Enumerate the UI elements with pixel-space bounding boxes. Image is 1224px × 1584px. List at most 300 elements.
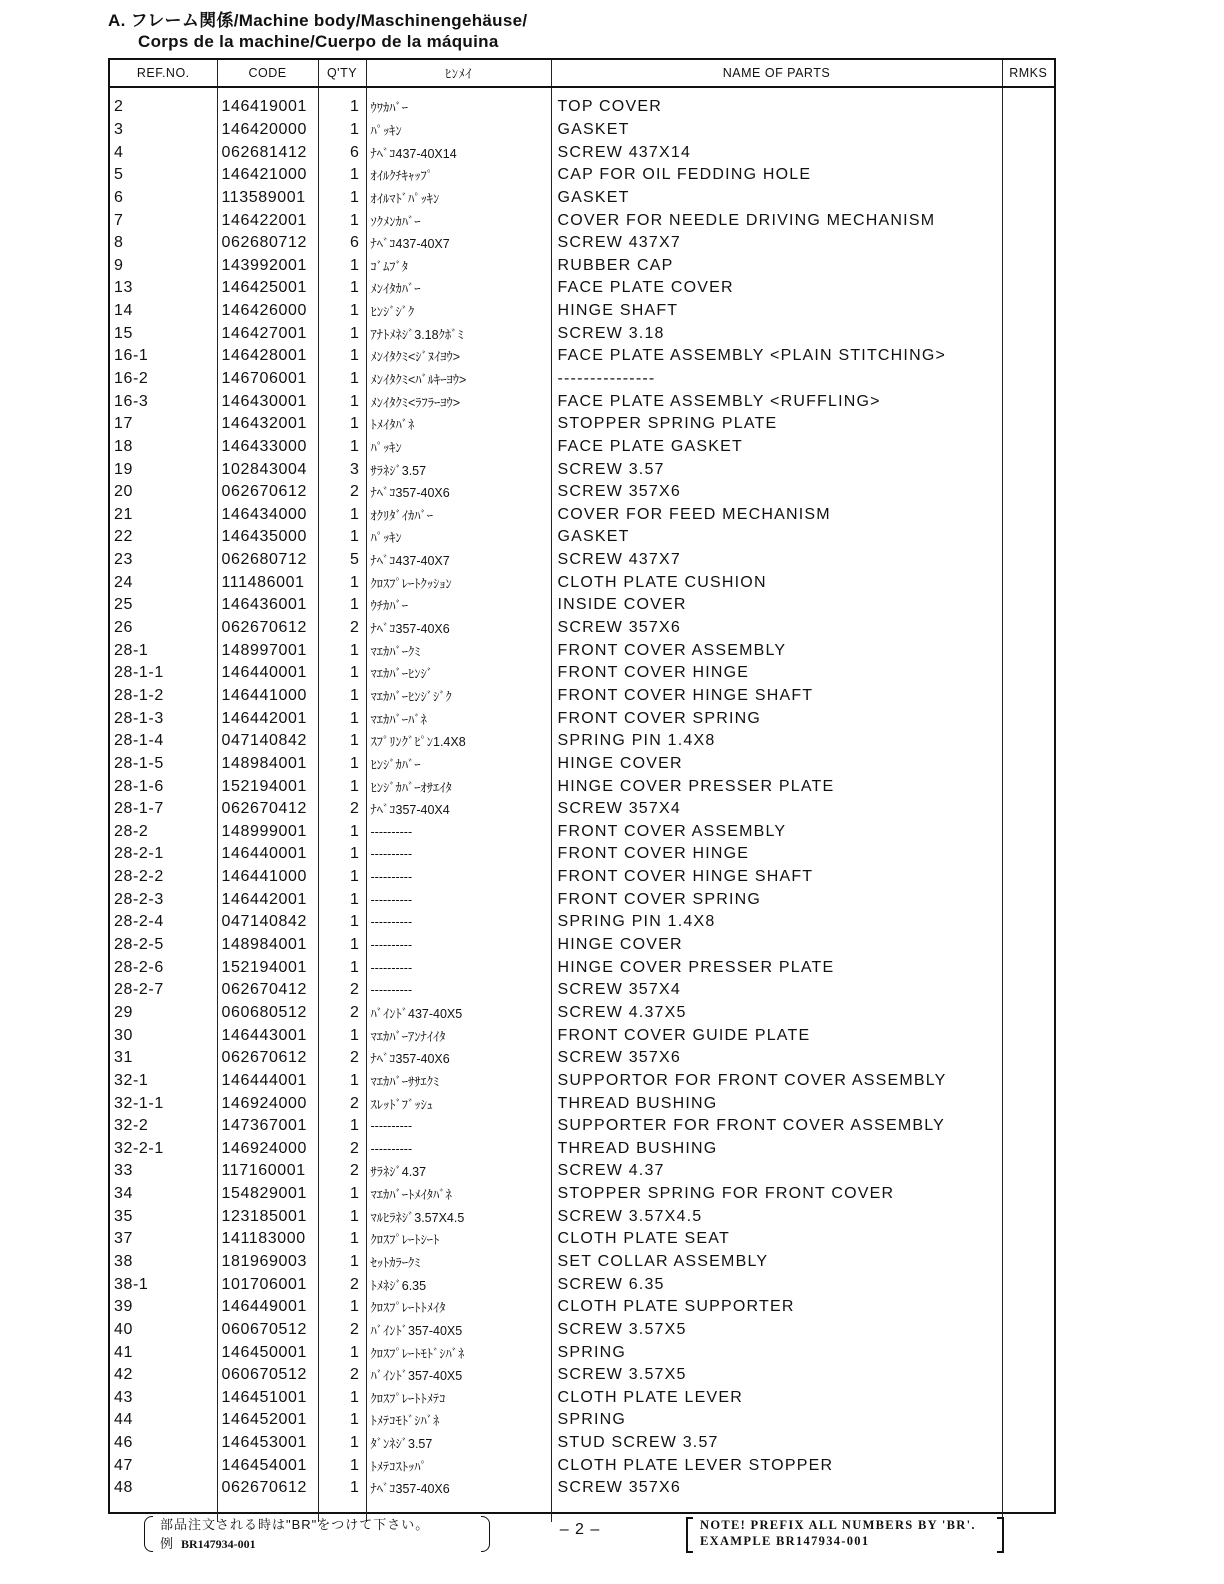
table-row: [110, 979, 1054, 1002]
cell-code: 146435000: [217, 526, 318, 549]
cell-kana-name: ｳﾜｶﾊﾞｰ: [366, 87, 551, 119]
cell-kana-name: ----------: [366, 821, 551, 844]
cell-qty: 1: [318, 345, 366, 368]
cell-code: 062680712: [217, 549, 318, 572]
table-row: [110, 730, 1054, 753]
cell-remarks: [1002, 458, 1054, 481]
cell-ref-no: 32-2-1: [110, 1137, 217, 1160]
header-code: CODE: [217, 60, 318, 87]
table-row: [110, 187, 1054, 210]
cell-code: 148984001: [217, 934, 318, 957]
cell-code: 146433000: [217, 436, 318, 459]
cell-qty: 1: [318, 322, 366, 345]
cell-remarks: [1002, 707, 1054, 730]
cell-kana-name: ﾊﾞｲﾝﾄﾞ357-40X5: [366, 1364, 551, 1387]
cell-kana-name: ﾏﾙﾋﾗﾈｼﾞ3.57X4.5: [366, 1205, 551, 1228]
cell-code: 146434000: [217, 504, 318, 527]
table-row: [110, 1432, 1054, 1455]
cell-kana-name: ﾒﾝｲﾀｸﾐ<ﾊﾞﾙｷｰﾖｳ>: [366, 368, 551, 391]
heading-line-2: Corps de la machine/Cuerpo de la máquina: [138, 32, 499, 51]
cell-qty: 1: [318, 1387, 366, 1410]
cell-remarks: [1002, 798, 1054, 821]
cell-part-name: SUPPORTOR FOR FRONT COVER ASSEMBLY: [551, 1070, 1002, 1093]
cell-ref-no: 25: [110, 594, 217, 617]
cell-code: 062680712: [217, 232, 318, 255]
cell-qty: 1: [318, 775, 366, 798]
cell-code: 154829001: [217, 1183, 318, 1206]
cell-ref-no: 28-2: [110, 821, 217, 844]
cell-ref-no: 28-1: [110, 639, 217, 662]
cell-qty: 1: [318, 187, 366, 210]
cell-remarks: [1002, 119, 1054, 142]
table-row: [110, 1296, 1054, 1319]
cell-kana-name: ｳﾁｶﾊﾞｰ: [366, 594, 551, 617]
cell-ref-no: 18: [110, 436, 217, 459]
cell-code: 146427001: [217, 322, 318, 345]
cell-qty: 5: [318, 549, 366, 572]
cell-part-name: SPRING PIN 1.4X8: [551, 911, 1002, 934]
cell-part-name: CAP FOR OIL FEDDING HOLE: [551, 164, 1002, 187]
cell-qty: 1: [318, 164, 366, 187]
cell-kana-name: ----------: [366, 911, 551, 934]
cell-ref-no: 28-2-2: [110, 866, 217, 889]
cell-code: 146453001: [217, 1432, 318, 1455]
cell-code: 146442001: [217, 707, 318, 730]
cell-part-name: SCREW 4.37X5: [551, 1002, 1002, 1025]
cell-remarks: [1002, 1205, 1054, 1228]
table-row: [110, 1454, 1054, 1477]
cell-part-name: RUBBER CAP: [551, 254, 1002, 277]
cell-remarks: [1002, 526, 1054, 549]
table-row: [110, 911, 1054, 934]
cell-kana-name: ﾅﾍﾞｺ357-40X6: [366, 481, 551, 504]
cell-kana-name: ﾅﾍﾞｺ437-40X7: [366, 549, 551, 572]
cell-remarks: [1002, 1387, 1054, 1410]
cell-code: 062670612: [217, 481, 318, 504]
cell-code: 146440001: [217, 662, 318, 685]
table-row: [110, 934, 1054, 957]
cell-ref-no: 23: [110, 549, 217, 572]
cell-remarks: [1002, 866, 1054, 889]
bracket-right: [481, 1516, 490, 1552]
cell-remarks: [1002, 254, 1054, 277]
cell-code: 147367001: [217, 1115, 318, 1138]
cell-kana-name: ﾅﾍﾞｺ357-40X4: [366, 798, 551, 821]
cell-remarks: [1002, 481, 1054, 504]
table-row: [110, 209, 1054, 232]
cell-qty: 2: [318, 1137, 366, 1160]
cell-remarks: [1002, 1024, 1054, 1047]
cell-kana-name: ----------: [366, 979, 551, 1002]
cell-ref-no: 2: [110, 87, 217, 119]
cell-remarks: [1002, 232, 1054, 255]
parts-list-table: [108, 58, 1056, 1514]
cell-code: 146444001: [217, 1070, 318, 1093]
cell-kana-name: ｸﾛｽﾌﾟﾚｰﾄｼｰﾄ: [366, 1228, 551, 1251]
cell-kana-name: ﾒﾝｲﾀｸﾐ<ｼﾞﾇｲﾖｳ>: [366, 345, 551, 368]
order-note-jp-text: 部品注文される時は"BR"をつけて下さい。: [160, 1517, 430, 1532]
table-row: [110, 481, 1054, 504]
cell-qty: 2: [318, 617, 366, 640]
cell-qty: 1: [318, 1205, 366, 1228]
table-row: [110, 277, 1054, 300]
cell-code: 146449001: [217, 1296, 318, 1319]
table-row: [110, 1341, 1054, 1364]
cell-ref-no: 16-2: [110, 368, 217, 391]
cell-remarks: [1002, 753, 1054, 776]
cell-remarks: [1002, 1228, 1054, 1251]
bracket-left: [144, 1516, 153, 1552]
cell-remarks: [1002, 1454, 1054, 1477]
cell-remarks: [1002, 888, 1054, 911]
table-row: [110, 753, 1054, 776]
cell-qty: 1: [318, 753, 366, 776]
cell-code: 062670612: [217, 1047, 318, 1070]
cell-part-name: SCREW 3.57X5: [551, 1364, 1002, 1387]
cell-part-name: TOP COVER: [551, 87, 1002, 119]
cell-remarks: [1002, 1364, 1054, 1387]
cell-remarks: [1002, 1273, 1054, 1296]
cell-ref-no: 28-2-5: [110, 934, 217, 957]
cell-part-name: FACE PLATE ASSEMBLY <PLAIN STITCHING>: [551, 345, 1002, 368]
cell-part-name: FRONT COVER ASSEMBLY: [551, 821, 1002, 844]
cell-code: 047140842: [217, 730, 318, 753]
cell-remarks: [1002, 617, 1054, 640]
table-row: [110, 141, 1054, 164]
cell-remarks: [1002, 1251, 1054, 1274]
cell-remarks: [1002, 1115, 1054, 1138]
cell-ref-no: 7: [110, 209, 217, 232]
cell-kana-name: ﾋﾝｼﾞｶﾊﾞｰｵｻｴｲﾀ: [366, 775, 551, 798]
cell-ref-no: 33: [110, 1160, 217, 1183]
cell-ref-no: 28-1-5: [110, 753, 217, 776]
cell-part-name: FACE PLATE ASSEMBLY <RUFFLING>: [551, 390, 1002, 413]
cell-code: 146924000: [217, 1137, 318, 1160]
table-row: [110, 1319, 1054, 1342]
cell-kana-name: ----------: [366, 956, 551, 979]
cell-qty: 2: [318, 1092, 366, 1115]
cell-part-name: SCREW 357X4: [551, 798, 1002, 821]
cell-code: 146426000: [217, 300, 318, 323]
cell-code: 111486001: [217, 571, 318, 594]
cell-part-name: GASKET: [551, 526, 1002, 549]
cell-part-name: FRONT COVER SPRING: [551, 888, 1002, 911]
cell-ref-no: 29: [110, 1002, 217, 1025]
cell-qty: 1: [318, 300, 366, 323]
cell-code: 123185001: [217, 1205, 318, 1228]
cell-kana-name: ﾋﾝｼﾞｼﾞｸ: [366, 300, 551, 323]
cell-ref-no: 37: [110, 1228, 217, 1251]
cell-qty: 1: [318, 1183, 366, 1206]
cell-qty: 1: [318, 1432, 366, 1455]
cell-qty: 1: [318, 594, 366, 617]
cell-ref-no: 6: [110, 187, 217, 210]
cell-ref-no: 34: [110, 1183, 217, 1206]
cell-qty: 1: [318, 1454, 366, 1477]
cell-kana-name: ｽﾌﾟﾘﾝｸﾞﾋﾟﾝ1.4X8: [366, 730, 551, 753]
cell-remarks: [1002, 775, 1054, 798]
table-row: [110, 1160, 1054, 1183]
cell-part-name: SCREW 357X4: [551, 979, 1002, 1002]
cell-part-name: SCREW 357X6: [551, 617, 1002, 640]
cell-part-name: FRONT COVER ASSEMBLY: [551, 639, 1002, 662]
page-number: – 2 –: [559, 1521, 601, 1538]
table-row: [110, 594, 1054, 617]
table-row: [110, 164, 1054, 187]
example-label: 例: [160, 1536, 174, 1551]
cell-ref-no: 28-2-1: [110, 843, 217, 866]
cell-qty: 2: [318, 798, 366, 821]
cell-qty: 1: [318, 1024, 366, 1047]
cell-ref-no: 47: [110, 1454, 217, 1477]
cell-part-name: GASKET: [551, 187, 1002, 210]
footer-order-note-jp: [144, 1514, 490, 1554]
cell-ref-no: 20: [110, 481, 217, 504]
cell-remarks: [1002, 979, 1054, 1002]
cell-part-name: HINGE COVER: [551, 753, 1002, 776]
table-row: [110, 1183, 1054, 1206]
cell-remarks: [1002, 1409, 1054, 1432]
cell-part-name: SPRING PIN 1.4X8: [551, 730, 1002, 753]
header-kana-name: ﾋﾝﾒｲ: [366, 60, 551, 87]
cell-ref-no: 3: [110, 119, 217, 142]
cell-ref-no: 14: [110, 300, 217, 323]
cell-qty: 1: [318, 1341, 366, 1364]
cell-ref-no: 9: [110, 254, 217, 277]
cell-part-name: SET COLLAR ASSEMBLY: [551, 1251, 1002, 1274]
cell-code: 146430001: [217, 390, 318, 413]
table-row: [110, 436, 1054, 459]
table-row: [110, 662, 1054, 685]
cell-ref-no: 8: [110, 232, 217, 255]
table-row: [110, 119, 1054, 142]
cell-kana-name: ﾏｴｶﾊﾞｰﾋﾝｼﾞ: [366, 662, 551, 685]
cell-kana-name: ----------: [366, 866, 551, 889]
cell-kana-name: ﾅﾍﾞｺ357-40X6: [366, 617, 551, 640]
table-row: [110, 617, 1054, 640]
table-row: [110, 458, 1054, 481]
cell-part-name: SPRING: [551, 1341, 1002, 1364]
cell-remarks: [1002, 1183, 1054, 1206]
cell-kana-name: ﾒﾝｲﾀｸﾐ<ﾗﾌﾗｰﾖｳ>: [366, 390, 551, 413]
table-row: [110, 368, 1054, 391]
cell-part-name: FACE PLATE GASKET: [551, 436, 1002, 459]
cell-ref-no: 19: [110, 458, 217, 481]
cell-kana-name: ｻﾗﾈｼﾞ4.37: [366, 1160, 551, 1183]
cell-remarks: [1002, 187, 1054, 210]
cell-kana-name: ｵｲﾙｸﾁｷｬｯﾌﾟ: [366, 164, 551, 187]
cell-code: 062670412: [217, 979, 318, 1002]
cell-code: 146443001: [217, 1024, 318, 1047]
cell-code: 102843004: [217, 458, 318, 481]
table-row: [110, 571, 1054, 594]
table-row: [110, 1205, 1054, 1228]
cell-kana-name: ﾅﾍﾞｺ437-40X7: [366, 232, 551, 255]
cell-remarks: [1002, 1137, 1054, 1160]
table-row: [110, 1409, 1054, 1432]
heading-line-1: A. フレーム関係/Machine body/Maschinengehäuse/: [108, 11, 528, 30]
cell-remarks: [1002, 87, 1054, 119]
cell-part-name: SCREW 4.37: [551, 1160, 1002, 1183]
cell-part-name: STOPPER SPRING FOR FRONT COVER: [551, 1183, 1002, 1206]
cell-remarks: [1002, 730, 1054, 753]
cell-remarks: [1002, 1092, 1054, 1115]
cell-part-name: SCREW 357X6: [551, 1047, 1002, 1070]
section-heading: [108, 10, 527, 52]
cell-part-name: GASKET: [551, 119, 1002, 142]
cell-remarks: [1002, 594, 1054, 617]
cell-kana-name: ﾏｴｶﾊﾞｰｻｻｴｸﾐ: [366, 1070, 551, 1093]
cell-ref-no: 40: [110, 1319, 217, 1342]
table-row: [110, 1047, 1054, 1070]
cell-kana-name: ﾊﾞｲﾝﾄﾞ437-40X5: [366, 1002, 551, 1025]
cell-qty: 1: [318, 119, 366, 142]
cell-ref-no: 44: [110, 1409, 217, 1432]
cell-ref-no: 35: [110, 1205, 217, 1228]
cell-code: 181969003: [217, 1251, 318, 1274]
cell-code: 146425001: [217, 277, 318, 300]
cell-qty: 3: [318, 458, 366, 481]
cell-remarks: [1002, 571, 1054, 594]
cell-qty: 2: [318, 481, 366, 504]
cell-code: 062670412: [217, 798, 318, 821]
cell-kana-name: ｸﾛｽﾌﾟﾚｰﾄｸｯｼｮﾝ: [366, 571, 551, 594]
cell-code: 146428001: [217, 345, 318, 368]
order-note-jp-example: [160, 1534, 256, 1554]
cell-code: 146420000: [217, 119, 318, 142]
cell-kana-name: ｾｯﾄｶﾗｰｸﾐ: [366, 1251, 551, 1274]
cell-part-name: SCREW 6.35: [551, 1273, 1002, 1296]
table-row: [110, 956, 1054, 979]
cell-qty: 1: [318, 888, 366, 911]
cell-kana-name: ｱﾅﾄﾒﾈｼﾞ3.18ｸﾎﾞﾐ: [366, 322, 551, 345]
cell-part-name: FRONT COVER HINGE SHAFT: [551, 685, 1002, 708]
cell-part-name: CLOTH PLATE SUPPORTER: [551, 1296, 1002, 1319]
table-header-row: [110, 60, 1054, 87]
cell-remarks: [1002, 164, 1054, 187]
table-row: [110, 1387, 1054, 1410]
table-row: [110, 526, 1054, 549]
cell-part-name: CLOTH PLATE LEVER STOPPER: [551, 1454, 1002, 1477]
header-name-of-parts: NAME OF PARTS: [551, 60, 1002, 87]
cell-ref-no: 13: [110, 277, 217, 300]
order-note-en-text: NOTE! PREFIX ALL NUMBERS BY 'BR'.: [700, 1518, 976, 1532]
cell-kana-name: ----------: [366, 843, 551, 866]
table-row: [110, 843, 1054, 866]
cell-qty: 1: [318, 1115, 366, 1138]
table-row: [110, 639, 1054, 662]
cell-qty: 1: [318, 1070, 366, 1093]
cell-qty: 1: [318, 504, 366, 527]
cell-ref-no: 32-1-1: [110, 1092, 217, 1115]
cell-part-name: SCREW 437X14: [551, 141, 1002, 164]
cell-part-name: COVER FOR FEED MECHANISM: [551, 504, 1002, 527]
cell-kana-name: ﾊﾟｯｷﾝ: [366, 119, 551, 142]
cell-qty: 1: [318, 911, 366, 934]
cell-qty: 1: [318, 1477, 366, 1500]
cell-remarks: [1002, 1319, 1054, 1342]
cell-code: 152194001: [217, 956, 318, 979]
cell-part-name: FRONT COVER HINGE: [551, 662, 1002, 685]
cell-kana-name: ﾏｴｶﾊﾞｰﾄﾒｲﾀﾊﾞﾈ: [366, 1183, 551, 1206]
cell-remarks: [1002, 504, 1054, 527]
table-row: [110, 300, 1054, 323]
header-remarks: RMKS: [1002, 60, 1054, 87]
cell-code: 146442001: [217, 888, 318, 911]
cell-qty: 1: [318, 390, 366, 413]
cell-code: 101706001: [217, 1273, 318, 1296]
cell-kana-name: ｸﾛｽﾌﾟﾚｰﾄﾄﾒﾃｺ: [366, 1387, 551, 1410]
cell-qty: 2: [318, 1160, 366, 1183]
cell-remarks: [1002, 1070, 1054, 1093]
cell-code: 047140842: [217, 911, 318, 934]
cell-code: 117160001: [217, 1160, 318, 1183]
cell-ref-no: 28-1-4: [110, 730, 217, 753]
cell-part-name: HINGE SHAFT: [551, 300, 1002, 323]
cell-part-name: SCREW 3.18: [551, 322, 1002, 345]
cell-qty: 1: [318, 956, 366, 979]
cell-qty: 1: [318, 1409, 366, 1432]
cell-qty: 1: [318, 685, 366, 708]
cell-code: 148984001: [217, 753, 318, 776]
cell-ref-no: 26: [110, 617, 217, 640]
table-row: [110, 1273, 1054, 1296]
table-row: [110, 798, 1054, 821]
header-qty: Q'TY: [318, 60, 366, 87]
cell-code: 146706001: [217, 368, 318, 391]
table-row: [110, 254, 1054, 277]
cell-qty: 2: [318, 1273, 366, 1296]
table-row: [110, 322, 1054, 345]
cell-part-name: SCREW 3.57X5: [551, 1319, 1002, 1342]
order-note-en-example: EXAMPLE BR147934-001: [700, 1534, 870, 1548]
cell-remarks: [1002, 300, 1054, 323]
cell-kana-name: ﾊﾟｯｷﾝ: [366, 436, 551, 459]
cell-code: 060670512: [217, 1364, 318, 1387]
cell-qty: 6: [318, 232, 366, 255]
cell-part-name: FRONT COVER SPRING: [551, 707, 1002, 730]
cell-qty: 1: [318, 1228, 366, 1251]
cell-kana-name: ﾅﾍﾞｺ357-40X6: [366, 1047, 551, 1070]
table-row: [110, 685, 1054, 708]
cell-qty: 2: [318, 1002, 366, 1025]
cell-qty: 1: [318, 87, 366, 119]
cell-ref-no: 28-2-4: [110, 911, 217, 934]
cell-ref-no: 30: [110, 1024, 217, 1047]
cell-code: 148997001: [217, 639, 318, 662]
cell-part-name: STOPPER SPRING PLATE: [551, 413, 1002, 436]
cell-kana-name: ﾏｴｶﾊﾞｰﾊﾞﾈ: [366, 707, 551, 730]
cell-part-name: SCREW 357X6: [551, 481, 1002, 504]
table-row: [110, 1137, 1054, 1160]
table-row: [110, 1251, 1054, 1274]
cell-ref-no: 22: [110, 526, 217, 549]
cell-kana-name: ﾅﾍﾞｺ357-40X6: [366, 1477, 551, 1500]
cell-part-name: STUD SCREW 3.57: [551, 1432, 1002, 1455]
table-row: [110, 1364, 1054, 1387]
cell-part-name: SCREW 357X6: [551, 1477, 1002, 1500]
cell-remarks: [1002, 549, 1054, 572]
cell-kana-name: ﾄﾒｲﾀﾊﾞﾈ: [366, 413, 551, 436]
cell-code: 146440001: [217, 843, 318, 866]
cell-ref-no: 28-1-3: [110, 707, 217, 730]
cell-part-name: SPRING: [551, 1409, 1002, 1432]
cell-ref-no: 38: [110, 1251, 217, 1274]
table-row: [110, 345, 1054, 368]
cell-part-name: SCREW 3.57: [551, 458, 1002, 481]
table-row: [110, 413, 1054, 436]
cell-kana-name: ﾒﾝｲﾀｶﾊﾞｰ: [366, 277, 551, 300]
